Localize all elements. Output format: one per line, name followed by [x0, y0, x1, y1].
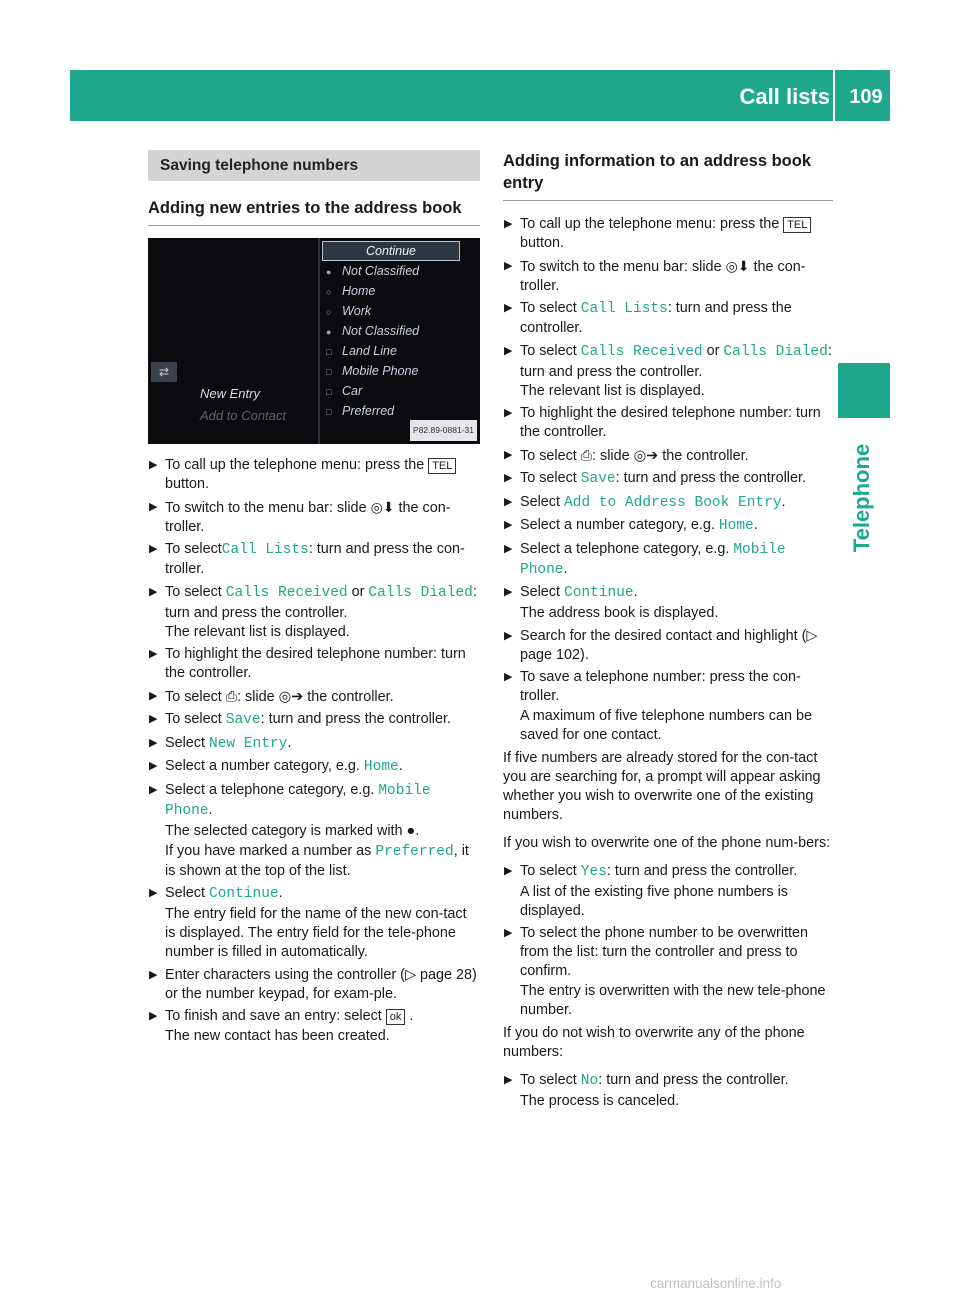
step-item [503, 342, 833, 401]
right-column [503, 150, 833, 1114]
step-text-part: To select [520, 342, 581, 359]
step-item [503, 668, 833, 745]
step-item [503, 924, 833, 1020]
display-text: New Entry [209, 735, 288, 752]
step-arrow-icon: ▶ [504, 927, 513, 939]
step-arrow-icon: ▶ [504, 472, 513, 484]
step-text [520, 215, 833, 253]
step-text-part: To highlight the desired telephone number: turn the controller. [520, 405, 821, 440]
step-item [148, 1007, 480, 1046]
step-text [165, 757, 480, 777]
step-text-part: To highlight the desired telephone number: turn the controller. [165, 646, 466, 681]
step-item [148, 687, 480, 707]
step-text-part: To select [520, 447, 581, 464]
step-arrow-icon: ▶ [504, 671, 513, 683]
step-arrow-icon: ▶ [149, 459, 158, 471]
menu-item-label: Mobile Phone [342, 364, 419, 378]
step-text-part: . [398, 758, 403, 774]
step-text-part: Select a telephone category, e.g. [520, 540, 734, 557]
step-text-part: the con-troller. [165, 499, 451, 535]
step-text [165, 540, 480, 579]
step-text [165, 734, 480, 754]
right-steps-1 [503, 215, 833, 745]
step-text-part: or [347, 583, 369, 600]
screen-divider [318, 238, 320, 444]
step-arrow-icon: ▶ [504, 259, 513, 272]
left-heading: Adding new entries to the address book [148, 197, 480, 226]
step-item [148, 884, 480, 962]
step-text-part: To save a telephone number: press the con-troller. [520, 669, 801, 704]
paragraph: If you do not wish to overwrite any of the phone numbers: [503, 1024, 805, 1060]
display-text: Calls Received [225, 584, 348, 601]
step-text-part: : [472, 583, 477, 600]
display-text: No [580, 1072, 599, 1089]
step-item [148, 781, 480, 881]
page-title: Call lists [739, 84, 830, 109]
menu-item-label: Car [342, 384, 363, 398]
step-text-part: , it is shown at the top of the list. [165, 842, 469, 879]
step-item [148, 583, 480, 642]
menu-item [322, 361, 460, 381]
menu-item-label: Continue [365, 244, 417, 258]
step-text-part: : turn and press the controller. [520, 300, 792, 336]
display-text: Calls Dialed [368, 584, 473, 601]
right-heading: Adding information to an address book entry [503, 150, 833, 201]
controller-icon: ⎙ [580, 446, 592, 463]
display-text: Add to Address Book Entry [564, 494, 782, 511]
controller-icon: ◎⬇ [725, 257, 750, 274]
radio-icon: □ [326, 347, 332, 357]
step-text-part: To call up the telephone menu: press the [165, 457, 425, 473]
step-text-part: : turn and press the controller. [606, 862, 798, 879]
display-text: Calls Received [580, 343, 703, 360]
step-text [165, 1007, 480, 1026]
step-text-part: Search for the desired contact and highlight (▷ page 102). [520, 627, 818, 663]
step-arrow-icon: ▶ [504, 218, 513, 230]
radio-icon: ● [326, 267, 332, 277]
controller-icon: ◎⬇ [370, 498, 395, 515]
display-text: Calls Dialed [723, 343, 828, 360]
step-text [520, 342, 833, 362]
step-text-part: : turn and press the con-troller. [165, 541, 465, 577]
key-label: TEL [783, 217, 811, 233]
step-arrow-icon: ▶ [504, 586, 513, 598]
step-item [503, 516, 833, 536]
step-text [165, 456, 480, 494]
step-item [148, 456, 480, 494]
step-text-part: : turn and press the controller. [615, 470, 806, 486]
menu-item-label: Not Classified [342, 264, 420, 278]
step-text-part: To select [165, 583, 226, 600]
step-text-part: To select the phone number to be overwritten from the list: turn the controller and press to confirm. [520, 925, 808, 979]
menu-item [322, 341, 460, 361]
radio-icon: □ [326, 387, 332, 397]
add-to-contact-item: Add to Contact [200, 408, 286, 423]
step-arrow-icon: ▶ [149, 585, 158, 598]
image-code: P82.89-0881-31 [410, 420, 477, 441]
step-item [148, 734, 480, 754]
menu-item-selected [322, 241, 460, 261]
step-text-part: Select a telephone category, e.g. [165, 781, 379, 798]
step-text-part: : [827, 342, 832, 359]
step-text-part: To select [165, 711, 226, 727]
step-text [165, 498, 480, 537]
display-text: Home [363, 759, 399, 775]
step-arrow-icon: ▶ [504, 542, 513, 555]
step-text-part: Select a number category, e.g. [520, 517, 719, 533]
menu-item [322, 301, 460, 321]
step-arrow-icon: ▶ [149, 760, 158, 772]
watermark: carmanualsonline.info [650, 1276, 782, 1291]
step-text-part: To select [520, 862, 581, 879]
key-label: TEL [428, 458, 456, 474]
step-text-part: Select [520, 493, 564, 510]
category-menu [322, 241, 460, 421]
step-text [520, 627, 833, 665]
step-text [165, 687, 480, 707]
display-text: Yes [580, 863, 607, 880]
menu-item [322, 281, 460, 301]
step-text [165, 966, 480, 1004]
radio-icon: ○ [326, 307, 332, 317]
step-text [165, 781, 480, 821]
section-title: Saving telephone numbers [148, 150, 480, 181]
menu-item [322, 381, 460, 401]
menu-item-label: Not Classified [342, 324, 420, 338]
display-text: Mobile Phone [165, 782, 431, 819]
menu-item-label: Preferred [342, 404, 395, 418]
step-item [503, 583, 833, 623]
step-item [503, 540, 833, 580]
step-text-part: To select [165, 541, 222, 557]
step-item [503, 493, 833, 513]
step-arrow-icon: ▶ [504, 629, 513, 642]
menu-item-label: Land Line [342, 344, 397, 358]
step-text [520, 540, 833, 580]
step-result: A list of the existing five phone numbers is displayed. [520, 883, 788, 919]
display-text: Preferred [375, 843, 454, 860]
step-text [520, 404, 833, 442]
step-arrow-icon: ▶ [149, 689, 158, 702]
step-text-part: To select [520, 300, 581, 316]
step-result: The process is canceled. [520, 1092, 680, 1109]
step-arrow-icon: ▶ [149, 783, 158, 796]
paragraph: If five numbers are already stored for the con-tact you are searching for, a prompt will appear asking whether you wish to overwrite one of the existing numbers. [503, 749, 821, 823]
step-arrow-icon: ▶ [504, 495, 513, 508]
radio-icon: ● [326, 327, 332, 337]
step-arrow-icon: ▶ [149, 648, 158, 660]
step-arrow-icon: ▶ [504, 407, 513, 419]
page-number: 109 [849, 86, 883, 108]
radio-icon: □ [326, 407, 332, 417]
step-text-part: : slide ◎➔ the controller. [592, 447, 749, 464]
step-text [520, 516, 833, 536]
step-text-part: To select [520, 1071, 581, 1088]
step-result: The entry field for the name of the new con-tact is displayed. The entry field for the tele-phone number is filled in automatically. [165, 906, 467, 960]
step-text-part: Select [520, 584, 564, 600]
step-arrow-icon: ▶ [504, 519, 513, 531]
step-text-part: Select [165, 885, 209, 901]
step-result: turn and press the controller. The relevant list is displayed. [165, 604, 350, 640]
step-text [520, 924, 833, 981]
right-steps-3 [503, 1071, 833, 1111]
step-text [165, 645, 480, 683]
step-arrow-icon: ▶ [149, 543, 158, 555]
step-text [520, 1071, 833, 1091]
step-item [503, 446, 833, 466]
display-text: Call Lists [580, 301, 668, 317]
step-text-part: To switch to the menu bar: slide [165, 499, 371, 516]
step-item [503, 862, 833, 921]
step-item [503, 627, 833, 665]
radio-icon: ○ [326, 287, 332, 297]
step-arrow-icon: ▶ [504, 864, 513, 877]
step-text [520, 446, 833, 466]
step-text-part: . [633, 584, 638, 600]
chapter-label: Telephone [849, 443, 874, 553]
right-steps-2 [503, 862, 833, 1021]
step-text [165, 583, 480, 603]
step-arrow-icon: ▶ [504, 302, 513, 314]
menu-item [322, 321, 460, 341]
menu-item-label: Home [342, 284, 376, 298]
step-item [148, 757, 480, 777]
step-text-part: the con-troller. [520, 258, 806, 294]
step-result [165, 842, 480, 881]
step-text [165, 710, 480, 730]
paragraph: If you wish to overwrite one of the phone num-bers: [503, 834, 831, 851]
step-text-part: . [405, 1008, 414, 1024]
step-text-part: . [208, 801, 213, 818]
left-steps [148, 456, 480, 1046]
menu-item-label: Work [342, 304, 372, 318]
step-arrow-icon: ▶ [504, 344, 513, 357]
step-text-part: Enter characters using the controller (▷ page 28) or the number keypad, for exam-ple. [165, 966, 477, 1002]
step-text-part: . [287, 734, 292, 751]
step-arrow-icon: ▶ [149, 736, 158, 749]
step-item [148, 540, 480, 579]
step-text-part: button. [520, 235, 565, 251]
step-arrow-icon: ▶ [149, 968, 158, 981]
step-item [503, 469, 833, 489]
step-result: The address book is displayed. [520, 605, 719, 621]
display-text: Save [580, 471, 616, 487]
step-text [520, 862, 833, 882]
step-arrow-icon: ▶ [504, 1073, 513, 1086]
step-text-part: To select [520, 470, 581, 486]
step-text-part: To select [165, 688, 226, 705]
controller-icon: ⎙ [225, 687, 237, 704]
step-result: The entry is overwritten with the new tele-phone number. [520, 983, 826, 1018]
display-text: Call Lists [221, 542, 309, 558]
step-text-part: To finish and save an entry: select [165, 1008, 386, 1024]
step-item [503, 299, 833, 338]
step-result: turn and press the controller. The relevant list is displayed. [520, 363, 705, 399]
back-icon: ⇄ [151, 362, 177, 382]
step-text [520, 299, 833, 338]
step-text [520, 493, 833, 513]
step-item [503, 257, 833, 296]
menu-item [322, 401, 460, 421]
display-text: Mobile Phone [520, 541, 786, 578]
step-item [503, 1071, 833, 1111]
step-text-part: Select a number category, e.g. [165, 758, 364, 774]
new-entry-item: New Entry [200, 386, 260, 401]
step-arrow-icon: ▶ [504, 448, 513, 461]
step-text-part: . [563, 560, 568, 577]
step-arrow-icon: ▶ [149, 887, 158, 899]
step-arrow-icon: ▶ [149, 500, 158, 513]
step-text [520, 469, 833, 489]
step-result: A maximum of five telephone numbers can be saved for one contact. [520, 708, 812, 743]
step-item [148, 498, 480, 537]
display-text: Home [718, 518, 754, 534]
display-text: Continue [209, 886, 279, 902]
key-label: ok [386, 1009, 406, 1025]
step-text-part: . [781, 493, 786, 510]
step-text-part: . [753, 517, 758, 533]
step-text-part: . [278, 885, 283, 901]
step-text-part: To switch to the menu bar: slide [520, 258, 726, 275]
menu-item [322, 261, 460, 281]
step-text [520, 583, 833, 603]
display-text: Continue [564, 585, 634, 601]
step-text [520, 257, 833, 296]
step-text-part: If you have marked a number as [165, 842, 376, 859]
step-text-part: Select [165, 734, 209, 751]
step-result: The selected category is marked with ●. [165, 822, 420, 839]
step-text-part: : turn and press the controller. [260, 711, 451, 727]
step-item [148, 645, 480, 683]
step-text-part: To call up the telephone menu: press the [520, 216, 780, 232]
step-item [503, 215, 833, 253]
step-item [148, 966, 480, 1004]
step-arrow-icon: ▶ [149, 713, 158, 725]
display-screenshot [148, 238, 480, 444]
left-column [148, 150, 480, 1050]
header-divider [833, 70, 835, 121]
step-result: The new contact has been created. [165, 1028, 390, 1044]
step-text [165, 884, 480, 904]
step-item [148, 710, 480, 730]
step-text-part: or [702, 342, 724, 359]
display-text: Save [225, 712, 261, 728]
step-arrow-icon: ▶ [149, 1010, 158, 1022]
step-text-part: button. [165, 476, 210, 492]
step-text-part: : slide ◎➔ the controller. [237, 688, 394, 705]
radio-icon: □ [326, 367, 332, 377]
step-item [503, 404, 833, 442]
step-text-part: : turn and press the controller. [598, 1071, 789, 1088]
step-text [520, 668, 833, 706]
